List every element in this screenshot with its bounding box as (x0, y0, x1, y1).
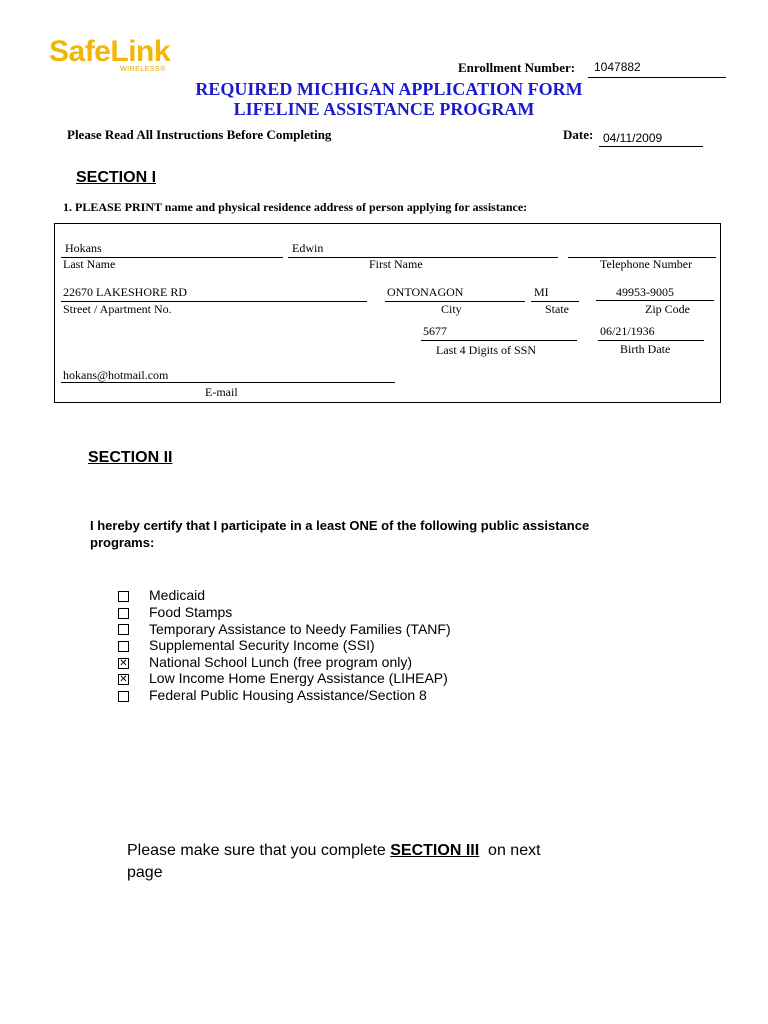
program-label-school-lunch: National School Lunch (free program only) (149, 654, 413, 670)
program-label-medicaid: Medicaid (149, 587, 206, 603)
birth-date-underline (598, 340, 704, 341)
form-title: REQUIRED MICHIGAN APPLICATION FORM (195, 79, 583, 99)
first-name-underline (288, 257, 558, 258)
zip-label: Zip Code (645, 302, 690, 316)
footer-note-section-link: SECTION III (390, 842, 480, 859)
first-name-field[interactable]: Edwin (292, 241, 324, 255)
street-label: Street / Apartment No. (63, 302, 172, 316)
ssn-label: Last 4 Digits of SSN (436, 343, 537, 357)
program-label-food-stamps: Food Stamps (149, 604, 233, 620)
enrollment-label: Enrollment Number: (458, 60, 576, 75)
last-name-field[interactable]: Hokans (65, 241, 102, 255)
state-field[interactable]: MI (534, 285, 549, 299)
birth-date-field[interactable]: 06/21/1936 (600, 324, 655, 338)
checkbox-food-stamps[interactable] (118, 608, 129, 619)
email-field[interactable]: hokans@hotmail.com (63, 368, 169, 382)
form-subtitle: LIFELINE ASSISTANCE PROGRAM (233, 99, 535, 119)
checkbox-tanf[interactable] (118, 624, 129, 635)
certify-line-2: programs: (90, 535, 155, 550)
footer-note-pre: Please make sure that you complete (127, 842, 391, 859)
checkbox-liheap[interactable]: ✕ (119, 674, 128, 685)
instructions-text: Please Read All Instructions Before Completing (67, 127, 332, 142)
section-2-heading: SECTION II (88, 449, 173, 466)
email-label: E-mail (205, 385, 238, 399)
enrollment-underline (588, 77, 726, 78)
program-label-liheap: Low Income Home Energy Assistance (LIHEAP) (149, 670, 448, 686)
date-underline (599, 146, 703, 147)
brand-name: SafeLink (49, 35, 171, 68)
program-label-section-8: Federal Public Housing Assistance/Section 8 (149, 687, 427, 703)
zip-field[interactable]: 49953-9005 (616, 285, 674, 299)
enrollment-number-field[interactable]: 1047882 (594, 60, 641, 74)
email-underline (61, 382, 395, 383)
footer-note-line-2: page (127, 864, 163, 881)
checkbox-section-8[interactable] (118, 691, 129, 702)
birth-date-label: Birth Date (620, 342, 671, 356)
date-field[interactable]: 04/11/2009 (603, 131, 663, 145)
telephone-label: Telephone Number (600, 257, 693, 271)
safelink-logo (49, 37, 170, 67)
zip-underline (596, 300, 714, 301)
street-field[interactable]: 22670 LAKESHORE RD (63, 285, 188, 299)
certify-line-1: I hereby certify that I participate in a least ONE of the following public assistance (90, 518, 590, 533)
first-name-label: First Name (369, 257, 423, 271)
program-label-tanf: Temporary Assistance to Needy Families (TANF) (149, 621, 451, 637)
section-1-prompt: 1. PLEASE PRINT name and physical residence address of person applying for assistance: (63, 200, 528, 214)
city-field[interactable]: ONTONAGON (387, 285, 464, 299)
program-label-ssi: Supplemental Security Income (SSI) (149, 637, 375, 653)
brand-tagline: WIRELESS® (120, 66, 166, 73)
date-label: Date: (563, 127, 594, 142)
section-1-heading: SECTION I (76, 169, 157, 186)
state-label: State (545, 302, 569, 316)
city-label: City (441, 302, 462, 316)
checkbox-school-lunch[interactable]: ✕ (119, 658, 128, 669)
footer-note-post: on next (479, 842, 541, 859)
last-name-label: Last Name (63, 257, 116, 271)
ssn-field[interactable]: 5677 (423, 324, 447, 338)
footer-note (127, 842, 541, 860)
checkbox-ssi[interactable] (118, 641, 129, 652)
ssn-underline (421, 340, 577, 341)
checkbox-medicaid[interactable] (118, 591, 129, 602)
